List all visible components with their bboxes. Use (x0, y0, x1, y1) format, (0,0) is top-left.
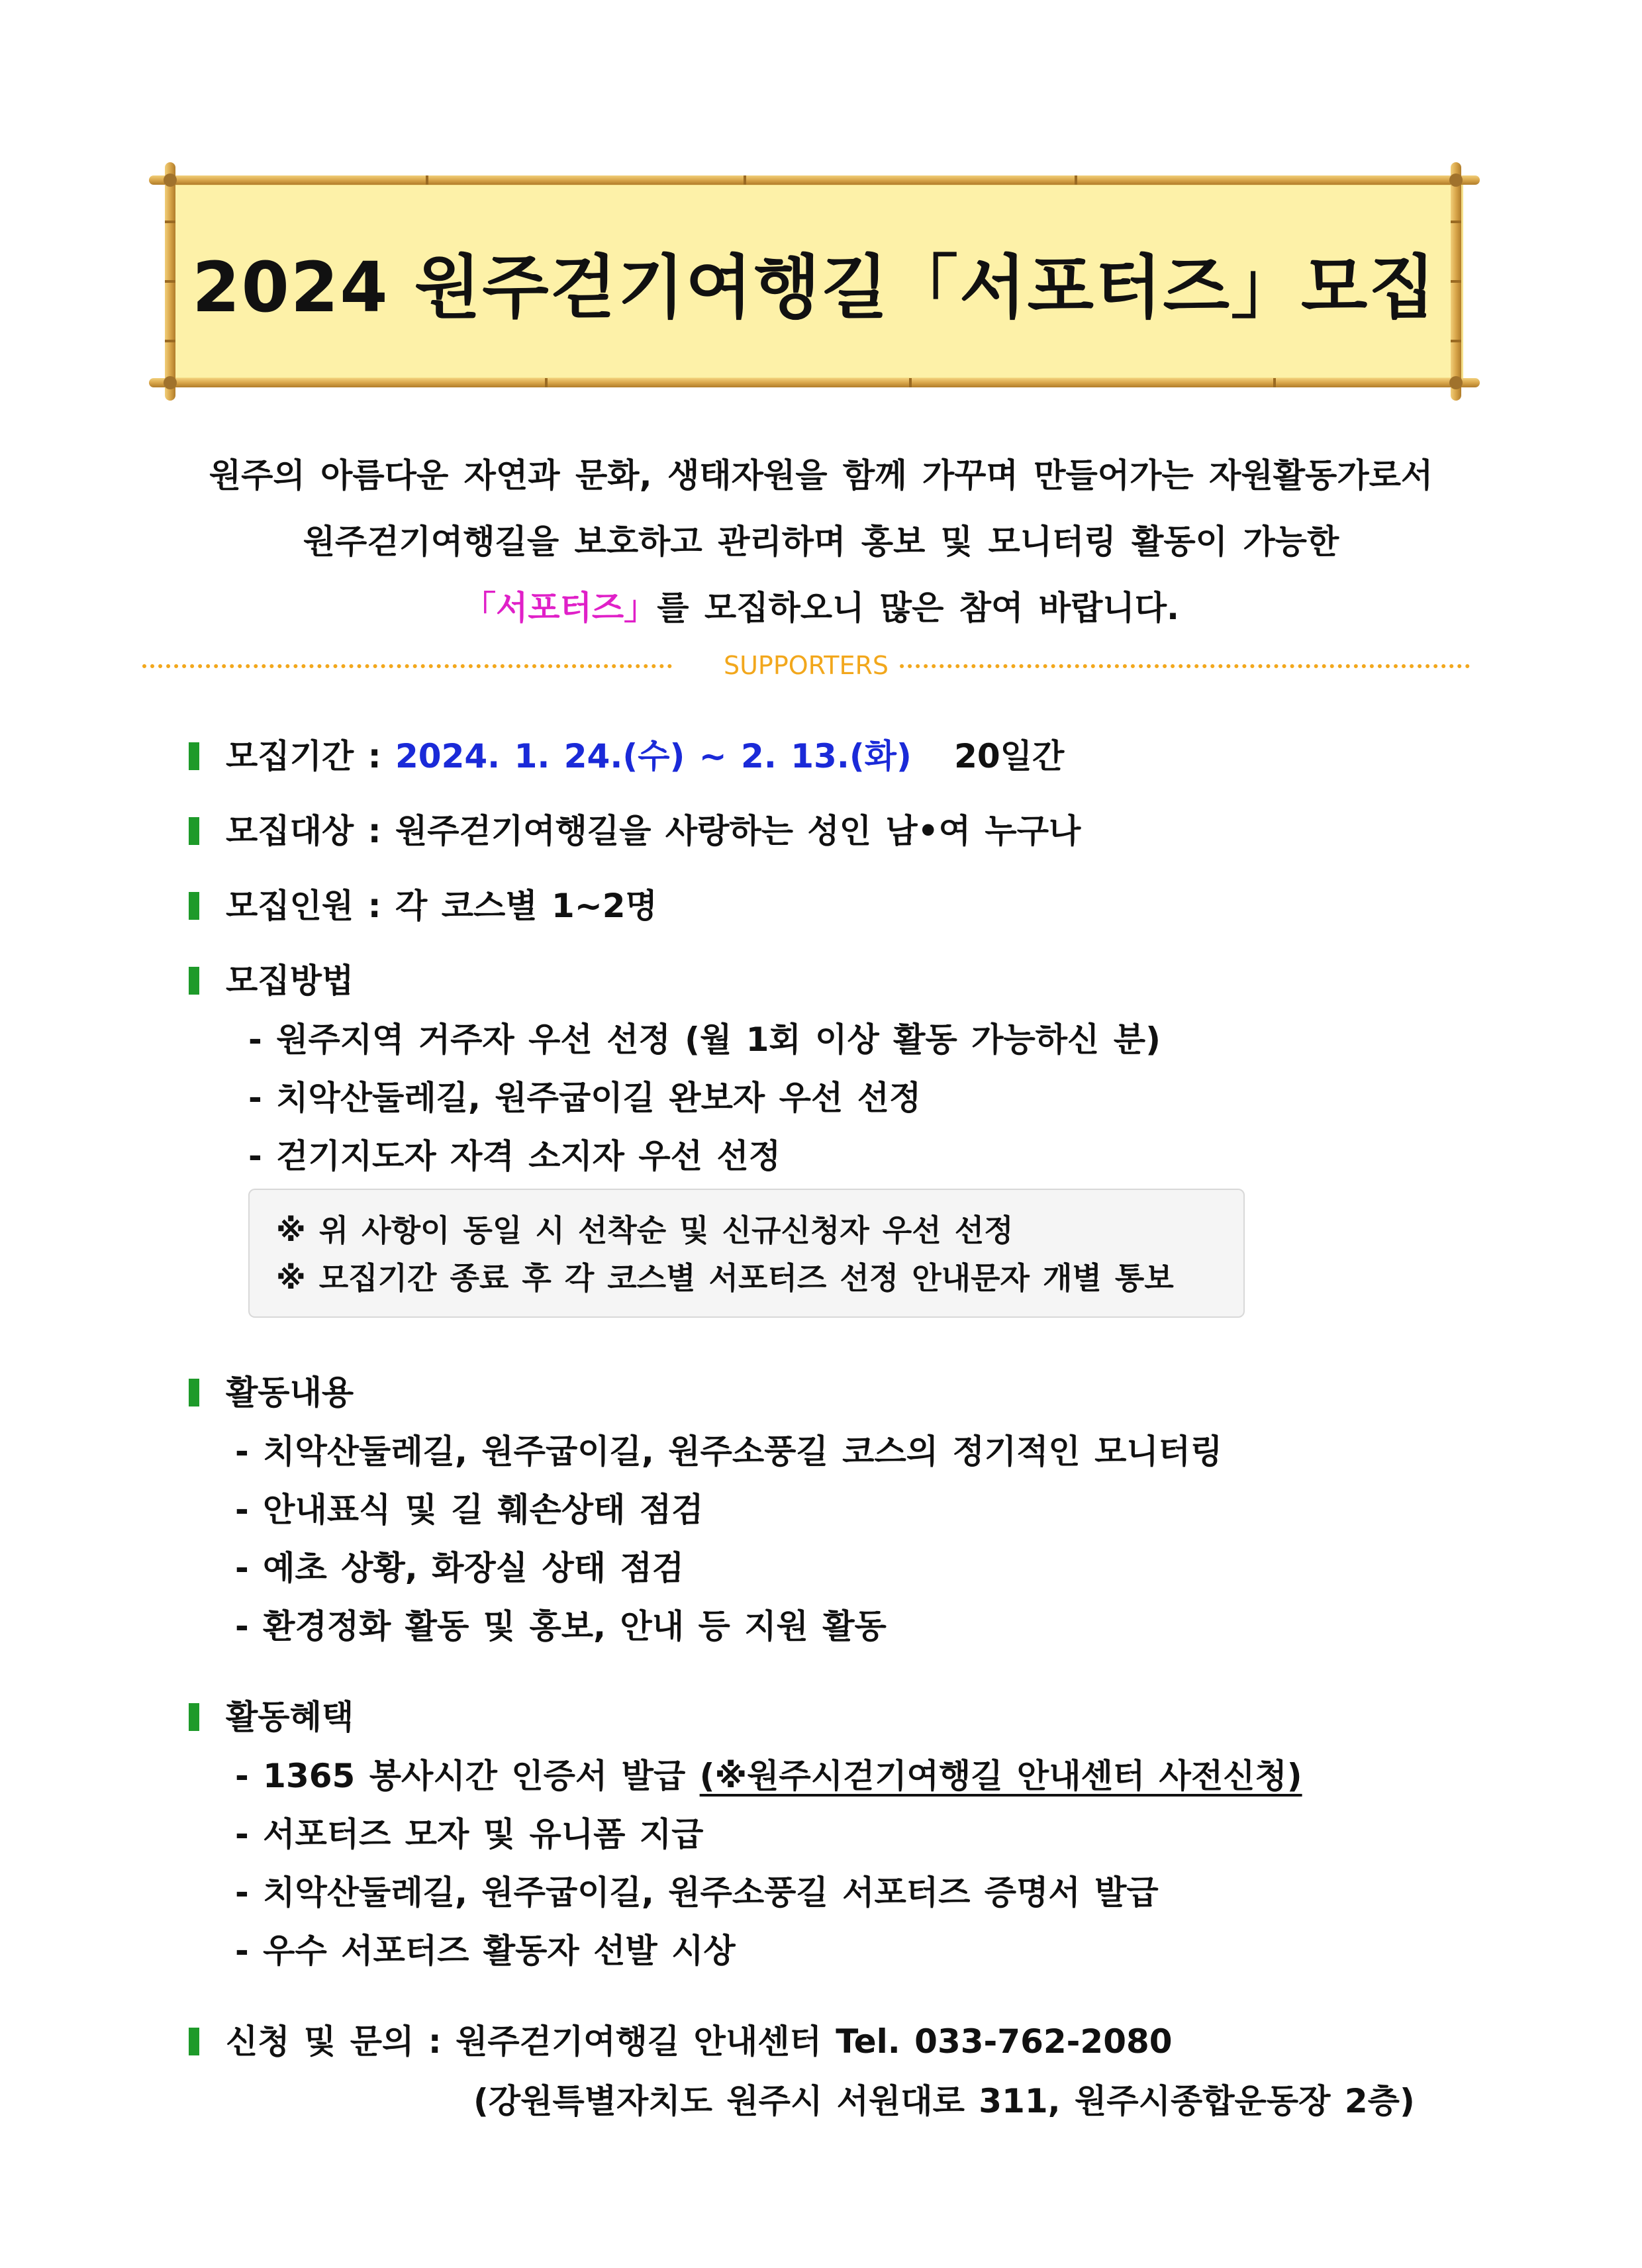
green-bar-bullet-icon (189, 2028, 199, 2055)
intro-paragraph (0, 442, 1642, 641)
intro-line-3 (0, 575, 1642, 641)
contact-address: (강원특별자치도 원주시 서원대로 311, 원주시종합운동장 2층) (473, 2082, 1415, 2120)
list-item: - 치악산둘레길, 원주굽이길, 원주소풍길 코스의 정기적인 모니터링 (235, 1432, 1223, 1471)
list-item: - 안내표식 및 길 훼손상태 점검 (235, 1491, 704, 1529)
recruitment-period (189, 726, 1064, 786)
divider-label: SUPPORTERS (713, 651, 899, 680)
list-item: - 환경정화 활동 및 홍보, 안내 등 지원 활동 (235, 1607, 887, 1646)
benefit-item-1: - 1365 봉사시간 인증서 발급 (235, 1757, 700, 1795)
list-item: - 치악산둘레길, 원주굽이길, 원주소풍길 서포터즈 증명서 발급 (235, 1873, 1159, 1912)
note-item: ※ 위 사항이 동일 시 선착순 및 신규신청자 우선 선정 (276, 1212, 1014, 1248)
list-item: - 걷기지도자 자격 소지자 우선 선정 (248, 1137, 781, 1175)
benefits-heading: 활동혜택 (226, 1698, 354, 1736)
method-heading: 모집방법 (226, 961, 354, 1000)
intro-line-2: 원주걷기여행길을 보호하고 관리하며 홍보 및 모니터링 활동이 가능한 (303, 522, 1339, 561)
method-note-box (248, 1189, 1245, 1318)
recruitment-target (189, 801, 1081, 861)
list-item: - 치악산둘레길, 원주굽이길 완보자 우선 선정 (248, 1079, 922, 1117)
intro-line-1: 원주의 아름다운 자연과 문화, 생태자원을 함께 가꾸며 만들어가는 자원활동가로서 (209, 456, 1433, 495)
supporters-highlight: 「서포터즈」 (462, 589, 657, 627)
activity-content (189, 1363, 1222, 1655)
green-bar-bullet-icon (189, 892, 199, 920)
green-bar-bullet-icon (189, 1379, 199, 1406)
intro-line-3-rest: 를 모집하오니 많은 참여 바랍니다. (657, 589, 1180, 627)
green-bar-bullet-icon (189, 967, 199, 995)
recruitment-headcount (189, 876, 657, 936)
contact-text: 신청 및 문의 : 원주걷기여행길 안내센터 Tel. 033-762-2080 (226, 2022, 1173, 2061)
note-item: ※ 모집기간 종료 후 각 코스별 서포터즈 선정 안내문자 개별 통보 (276, 1260, 1174, 1296)
contact-section (189, 2012, 1415, 2131)
section-divider (142, 652, 1470, 679)
page-title: 2024 원주걷기여행길「서포터즈」모집 (192, 247, 1437, 328)
period-dates: 2024. 1. 24.(수) ~ 2. 13.(화) (395, 737, 912, 775)
list-item: - 서포터즈 모자 및 유니폼 지급 (235, 1815, 704, 1853)
green-bar-bullet-icon (189, 1703, 199, 1731)
recruitment-method (189, 951, 1161, 1185)
green-bar-bullet-icon (189, 817, 199, 845)
target-text: 모집대상 : 원주걷기여행길을 사랑하는 성인 남•여 누구나 (226, 812, 1081, 850)
list-item: - 예초 상황, 화장실 상태 점검 (235, 1549, 685, 1587)
list-item: - 우수 서포터즈 활동자 선발 시상 (235, 1932, 736, 1970)
list-item (189, 1747, 1302, 1805)
title-banner (149, 162, 1480, 401)
list-item: - 원주지역 거주자 우선 선정 (월 1회 이상 활동 가능하신 분) (248, 1020, 1161, 1059)
period-duration: 20일간 (954, 737, 1065, 775)
benefit-item-1-note: (※원주시걷기여행길 안내센터 사전신청) (699, 1757, 1302, 1795)
green-bar-bullet-icon (189, 742, 199, 770)
activity-benefits (189, 1687, 1302, 1980)
activities-heading: 활동내용 (226, 1373, 354, 1412)
headcount-text: 모집인원 : 각 코스별 1~2명 (226, 887, 657, 925)
period-label: 모집기간 : (226, 737, 396, 775)
